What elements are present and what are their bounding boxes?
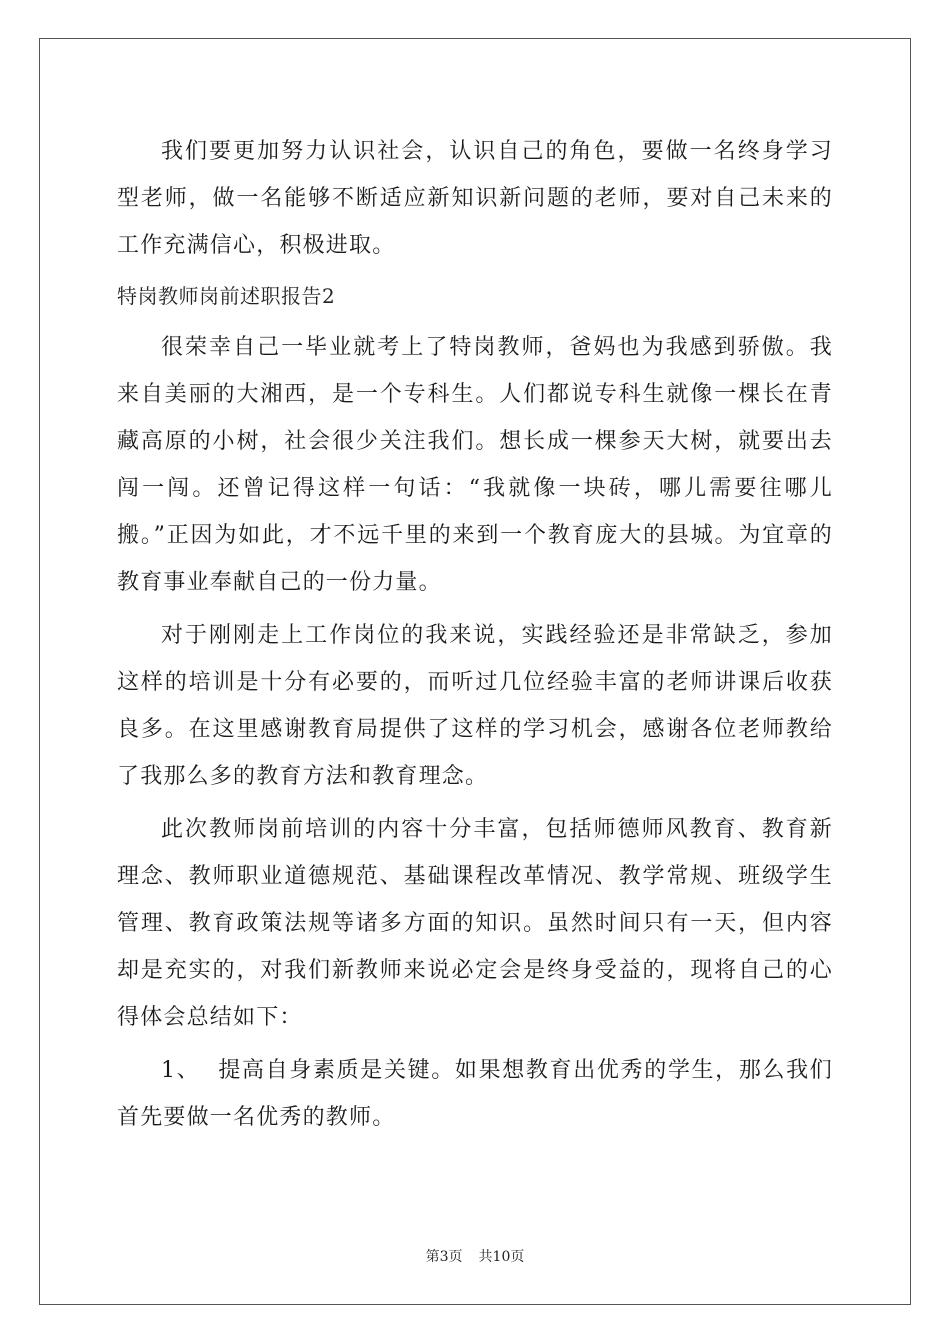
- list-item: [117, 1047, 833, 1141]
- list-item-number: 1、: [161, 1058, 201, 1083]
- paragraph: 很荣幸自己一毕业就考上了特岗教师，爸妈也为我感到骄傲。我来自美丽的大湘西，是一个专科生。人们都说专科生就像一棵长在青藏高原的小树，社会很少关注我们。想长成一棵参天大树，就要出去闯一闯。还曾记得这样一句话：“我就像一块砖，哪儿需要往哪儿搬。”正因为如此，才不远千里的来到一个教育庞大的县城。为宜章的教育事业奉献自己的一份力量。: [117, 335, 833, 595]
- page-footer: [0, 1246, 950, 1266]
- paragraph: 此次教师岗前培训的内容十分丰富，包括师德师风教育、教育新理念、教师职业道德规范、基础课程改革情况、教学常规、班级学生管理、教育政策法规等诸多方面的知识。虽然时间只有一天，但内容却是充实的，对我们新教师来说必定会是终身受益的，现将自己的心得体会总结如下：: [117, 817, 833, 1030]
- paragraph: 我们要更加努力认识社会，认识自己的角色，要做一名终身学习型老师，做一名能够不断适应新知识新问题的老师，要对自己未来的工作充满信心，积极进取。: [117, 139, 833, 258]
- document-body: [117, 128, 833, 1141]
- page-number: 第3页: [425, 1249, 463, 1265]
- section-heading: 特岗教师岗前述职报告2: [117, 284, 336, 308]
- paragraph: 对于刚刚走上工作岗位的我来说，实践经验还是非常缺乏，参加这样的培训是十分有必要的，而听过几位经验丰富的老师讲课后收获良多。在这里感谢教育局提供了这样的学习机会，感谢各位老师教给了我那么多的教育方法和教育理念。: [117, 623, 833, 789]
- page-total: 共10页: [478, 1249, 525, 1265]
- list-item-text: 提高自身素质是关键。如果想教育出优秀的学生，那么我们首先要做一名优秀的教师。: [117, 1058, 834, 1130]
